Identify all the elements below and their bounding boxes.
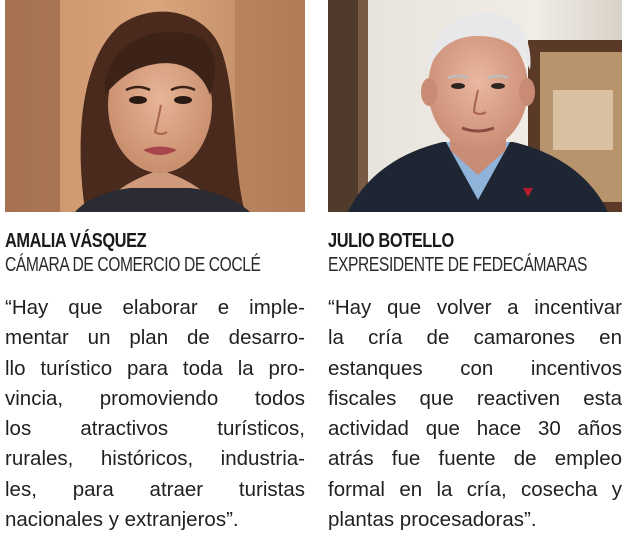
quote-line: atrás fue fuente de empleo bbox=[328, 447, 622, 471]
quote-line: estanques con incentivos bbox=[328, 356, 622, 380]
quote-line: nacionales y extranjeros”. bbox=[5, 508, 239, 532]
profile-julio-botello bbox=[328, 0, 622, 535]
quote-line: “Hay que volver a incentivar bbox=[328, 296, 622, 319]
quote-line: “Hay que elaborar e imple- bbox=[5, 296, 305, 319]
portrait-photo-julio bbox=[328, 0, 622, 212]
person-name: JULIO BOTELLO bbox=[328, 230, 454, 252]
quote-line: vincia, promoviendo todos bbox=[5, 386, 305, 410]
person-role: EXPRESIDENTE DE FEDECÁMARAS bbox=[328, 254, 588, 276]
quote-line: los atractivos turísticos, bbox=[5, 417, 305, 441]
quote-line: fiscales que reactiven esta bbox=[328, 386, 622, 410]
quote-line: llo turístico para toda la pro- bbox=[5, 356, 305, 380]
person-name: AMALIA VÁSQUEZ bbox=[5, 230, 147, 252]
profile-amalia-vasquez bbox=[5, 0, 305, 535]
quote-line: mentar un plan de desarro- bbox=[5, 326, 305, 350]
quote-line: plantas procesadoras”. bbox=[328, 508, 537, 532]
quote-line: les, para atraer turistas bbox=[5, 477, 305, 501]
quote-text bbox=[5, 293, 305, 535]
person-role: CÁMARA DE COMERCIO DE COCLÉ bbox=[5, 254, 261, 276]
quote-line: formal en la cría, cosecha y bbox=[328, 477, 622, 501]
portrait-photo-amalia bbox=[5, 0, 305, 212]
quote-text bbox=[328, 293, 622, 535]
quote-line: actividad que hace 30 años bbox=[328, 417, 622, 441]
quote-line: rurales, históricos, industria- bbox=[5, 447, 305, 471]
quote-line: la cría de camarones en bbox=[328, 326, 622, 350]
